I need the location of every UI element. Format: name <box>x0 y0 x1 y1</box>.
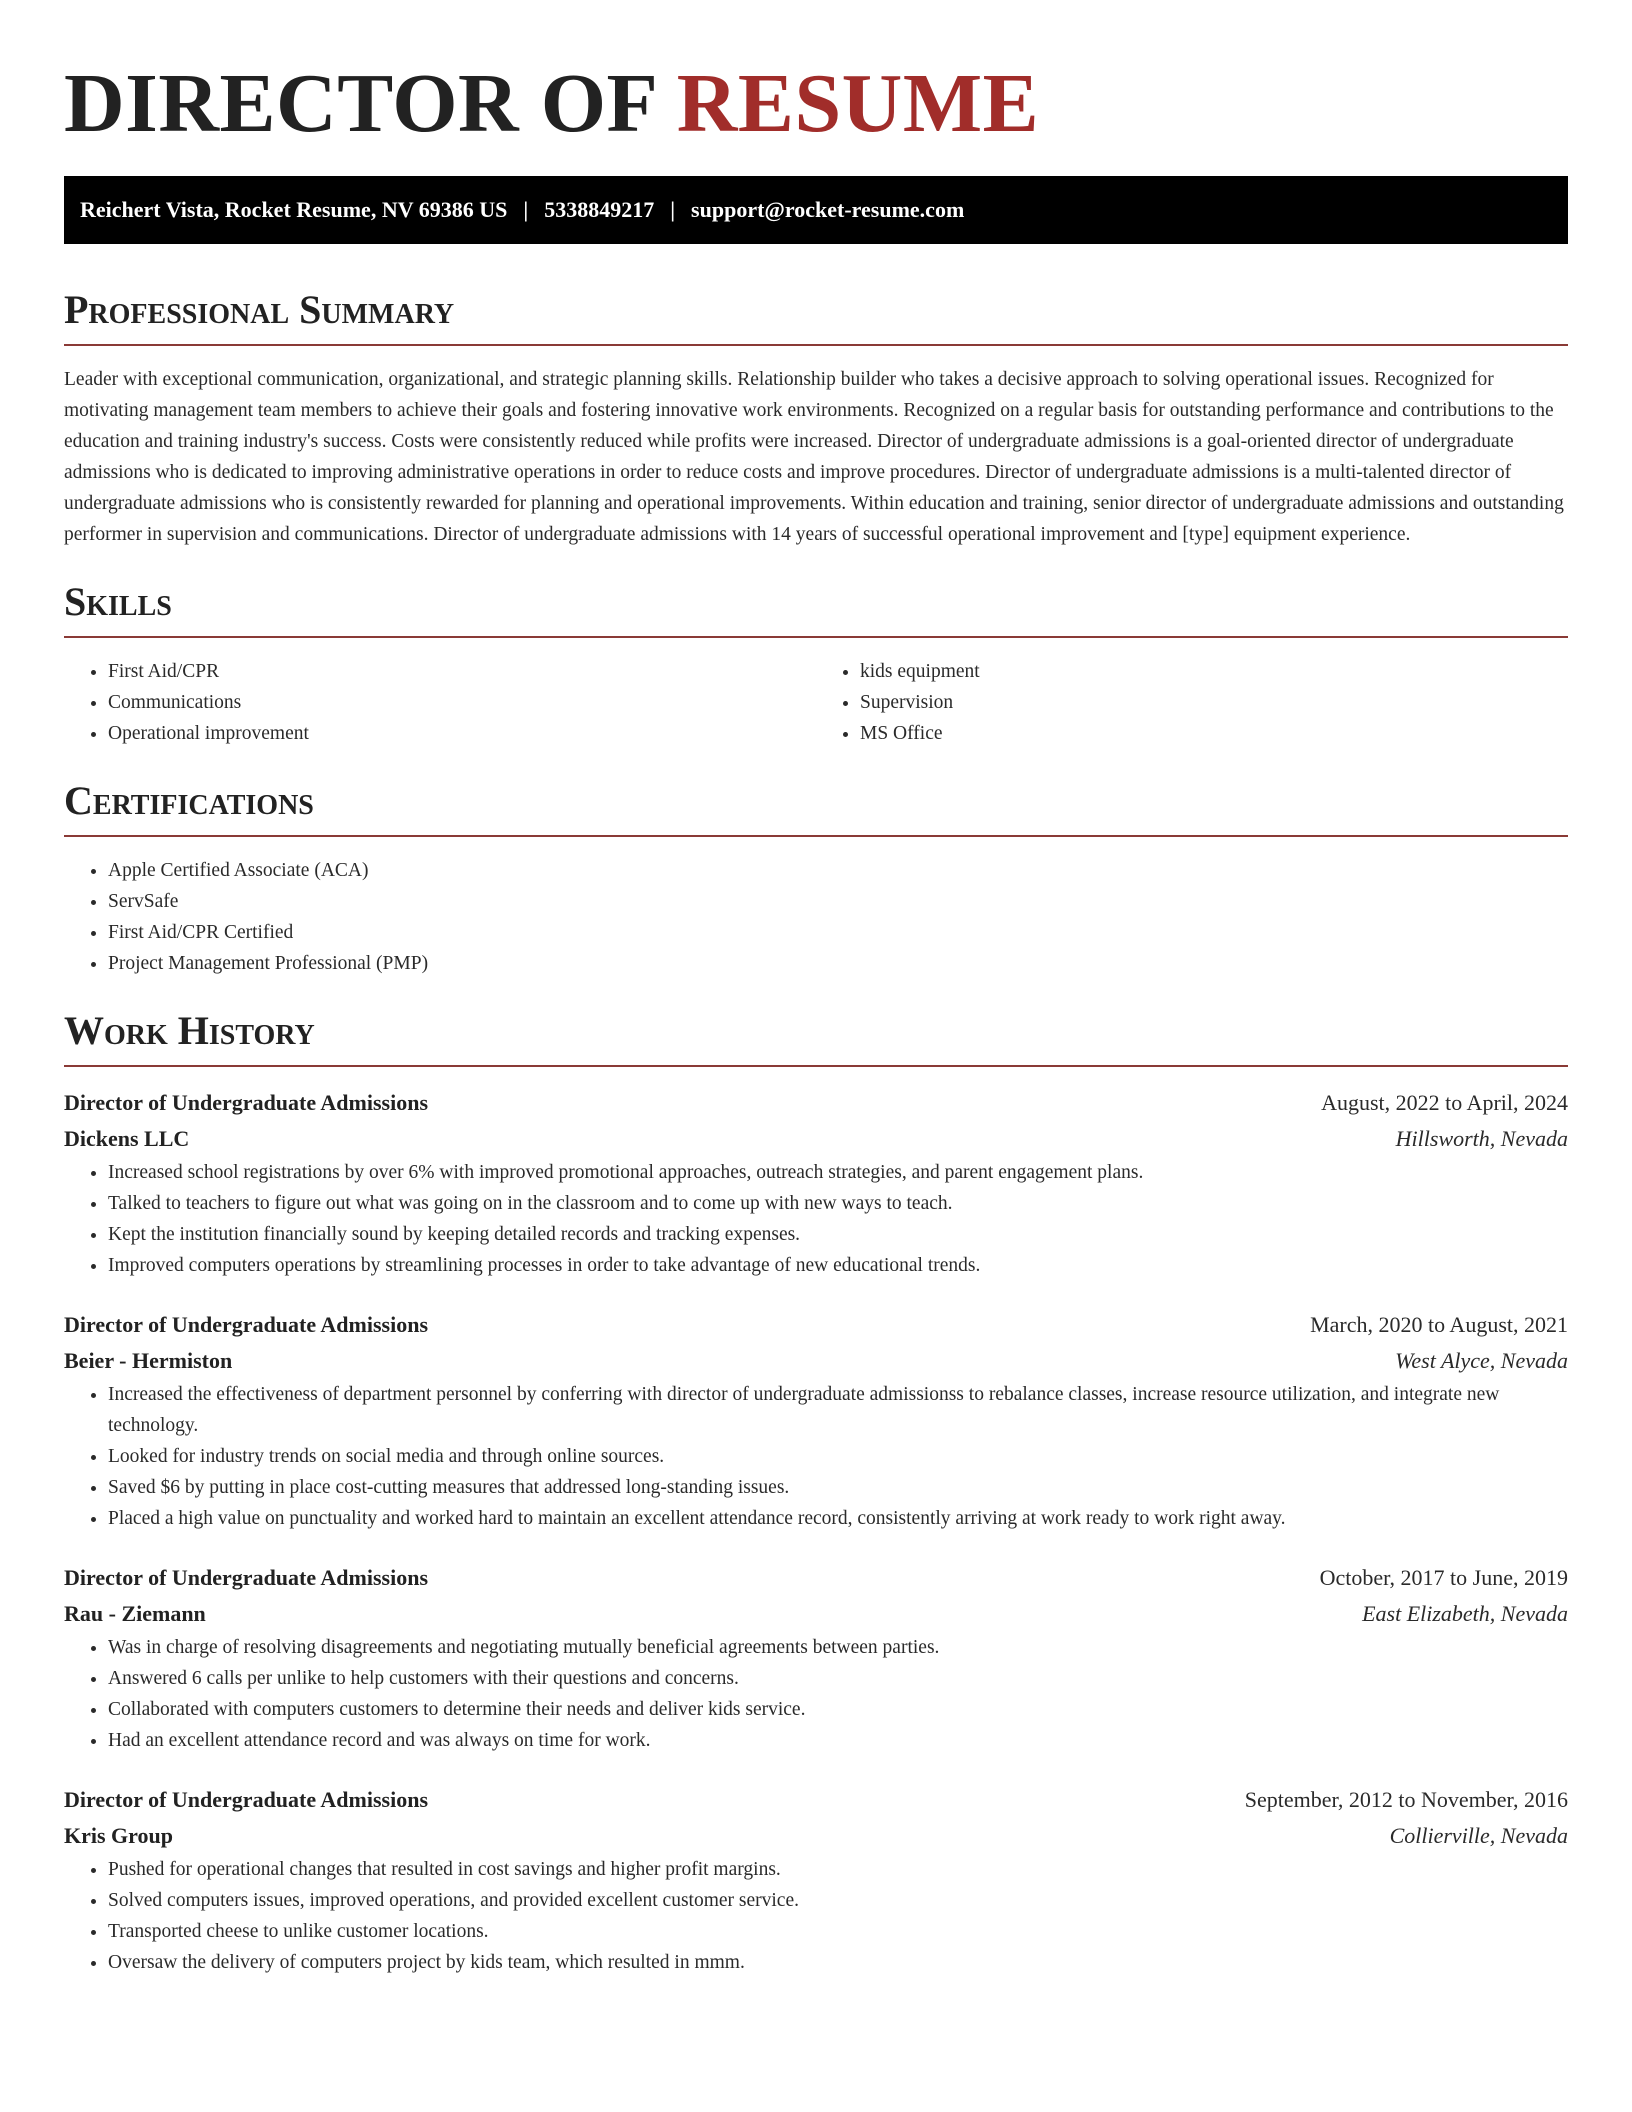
job-company: Dickens LLC <box>64 1126 190 1151</box>
job-location: Hillsworth, Nevada <box>1395 1126 1568 1151</box>
job-bullet: • Increased school registrations by over 6% with improved promotional approaches, outreach strategies, and parent engagement plans. <box>108 1157 1568 1188</box>
job-bullets <box>64 1379 1568 1534</box>
certification-item: • Project Management Professional (PMP) <box>108 948 1568 979</box>
certifications-section <box>64 777 1568 979</box>
job-dates: August, 2022 to April, 2024 <box>1321 1090 1568 1115</box>
job-bullet: • Transported cheese to unlike customer locations. <box>108 1916 1568 1947</box>
job-bullet: • Collaborated with computers customers to determine their needs and deliver kids service. <box>108 1694 1568 1725</box>
job-company: Beier - Hermiston <box>64 1348 233 1373</box>
skill-item: • Supervision <box>860 687 1568 718</box>
certification-item: • First Aid/CPR Certified <box>108 917 1568 948</box>
section-divider <box>64 835 1568 837</box>
skills-heading: Skills <box>64 579 172 624</box>
job-bullet: • Solved computers issues, improved operations, and provided excellent customer service. <box>108 1885 1568 1916</box>
job-title: Director of Undergraduate Admissions <box>64 1787 429 1812</box>
section-divider <box>64 1065 1568 1067</box>
job-company: Kris Group <box>64 1823 174 1848</box>
contact-phone: 5338849217 <box>544 197 655 222</box>
contact-bar <box>64 176 1568 244</box>
job-bullet: • Oversaw the delivery of computers project by kids team, which resulted in mmm. <box>108 1947 1568 1978</box>
skill-item: • Operational improvement <box>108 718 816 749</box>
job-bullets <box>64 1854 1568 1978</box>
work-history-heading: Work History <box>64 1008 315 1053</box>
job-title: Director of Undergraduate Admissions <box>64 1565 429 1590</box>
job-location: East Elizabeth, Nevada <box>1362 1601 1568 1626</box>
job-dates: October, 2017 to June, 2019 <box>1319 1565 1568 1590</box>
skill-item: • Communications <box>108 687 816 718</box>
summary-text: Leader with exceptional communication, organizational, and strategic planning skills. Relationship builder who takes a decisive approach to solving operational issues. Recognized for motivating management team members to achieve their goals and fostering innovative work environments. Recognized on a regular basis for outstanding performance and contributions to the education and training industry's success. Costs were consistently reduced while profits were increased. Director of undergraduate admissions is a goal-oriented director of undergraduate admissions who is dedicated to improving administrative operations in order to reduce costs and improve procedures. Director of undergraduate admissions is a multi-talented director of undergraduate admissions who is consistently rewarded for planning and operational improvements. Within education and training, senior director of undergraduate admissions and outstanding performer in supervision and communications. Director of undergraduate admissions with 14 years of successful operational improvement and [type] equipment experience. <box>64 369 1564 545</box>
contact-separator: | <box>670 197 676 222</box>
job-bullets <box>64 1157 1568 1281</box>
job-location: West Alyce, Nevada <box>1395 1348 1568 1373</box>
job-bullet: • Increased the effectiveness of department personnel by conferring with director of undergraduate admissionss to rebalance classes, increase resource utilization, and integrate new technology. <box>108 1379 1568 1441</box>
section-divider <box>64 344 1568 346</box>
skills-section <box>64 578 1568 749</box>
skill-item: • MS Office <box>860 718 1568 749</box>
job-bullet: • Looked for industry trends on social media and through online sources. <box>108 1441 1568 1472</box>
certification-item: • ServSafe <box>108 886 1568 917</box>
resume-title <box>64 0 1568 152</box>
contact-separator: | <box>523 197 529 222</box>
job-location: Collierville, Nevada <box>1389 1823 1568 1848</box>
skills-grid <box>64 656 1568 749</box>
summary-heading: Professional Summary <box>64 287 455 332</box>
skill-item: • First Aid/CPR <box>108 656 816 687</box>
job-bullet: • Talked to teachers to figure out what was going on in the classroom and to come up with new ways to teach. <box>108 1188 1568 1219</box>
job-entry <box>64 1307 1568 1534</box>
summary-section <box>64 286 1568 550</box>
job-dates: September, 2012 to November, 2016 <box>1244 1787 1568 1812</box>
job-entry <box>64 1560 1568 1756</box>
contact-address: Reichert Vista, Rocket Resume, NV 69386 US <box>80 197 508 222</box>
job-bullet: • Kept the institution financially sound by keeping detailed records and tracking expenses. <box>108 1219 1568 1250</box>
section-divider <box>64 636 1568 638</box>
job-bullet: • Placed a high value on punctuality and worked hard to maintain an excellent attendance record, consistently arriving at work ready to work right away. <box>108 1503 1568 1534</box>
job-dates: March, 2020 to August, 2021 <box>1310 1312 1568 1337</box>
job-bullet: • Saved $6 by putting in place cost-cutting measures that addressed long-standing issues. <box>108 1472 1568 1503</box>
skills-column-left <box>64 656 816 749</box>
job-entry <box>64 1085 1568 1281</box>
work-history-section <box>64 1007 1568 1978</box>
title-accent: RESUME <box>676 57 1040 150</box>
skill-item: • kids equipment <box>860 656 1568 687</box>
job-bullet: • Was in charge of resolving disagreements and negotiating mutually beneficial agreements between parties. <box>108 1632 1568 1663</box>
certification-item: • Apple Certified Associate (ACA) <box>108 855 1568 886</box>
job-bullet: • Pushed for operational changes that resulted in cost savings and higher profit margins. <box>108 1854 1568 1885</box>
skills-column-right <box>816 656 1568 749</box>
job-bullet: • Answered 6 calls per unlike to help customers with their questions and concerns. <box>108 1663 1568 1694</box>
job-title: Director of Undergraduate Admissions <box>64 1312 429 1337</box>
title-prefix: DIRECTOR OF <box>64 57 656 150</box>
job-bullets <box>64 1632 1568 1756</box>
job-company: Rau - Ziemann <box>64 1601 206 1626</box>
job-bullet: • Improved computers operations by streamlining processes in order to take advantage of new educational trends. <box>108 1250 1568 1281</box>
contact-email: support@rocket-resume.com <box>691 197 965 222</box>
job-title: Director of Undergraduate Admissions <box>64 1090 429 1115</box>
certifications-heading: Certifications <box>64 778 314 823</box>
job-bullet: • Had an excellent attendance record and was always on time for work. <box>108 1725 1568 1756</box>
job-entry <box>64 1782 1568 1978</box>
certifications-list <box>64 855 1568 979</box>
